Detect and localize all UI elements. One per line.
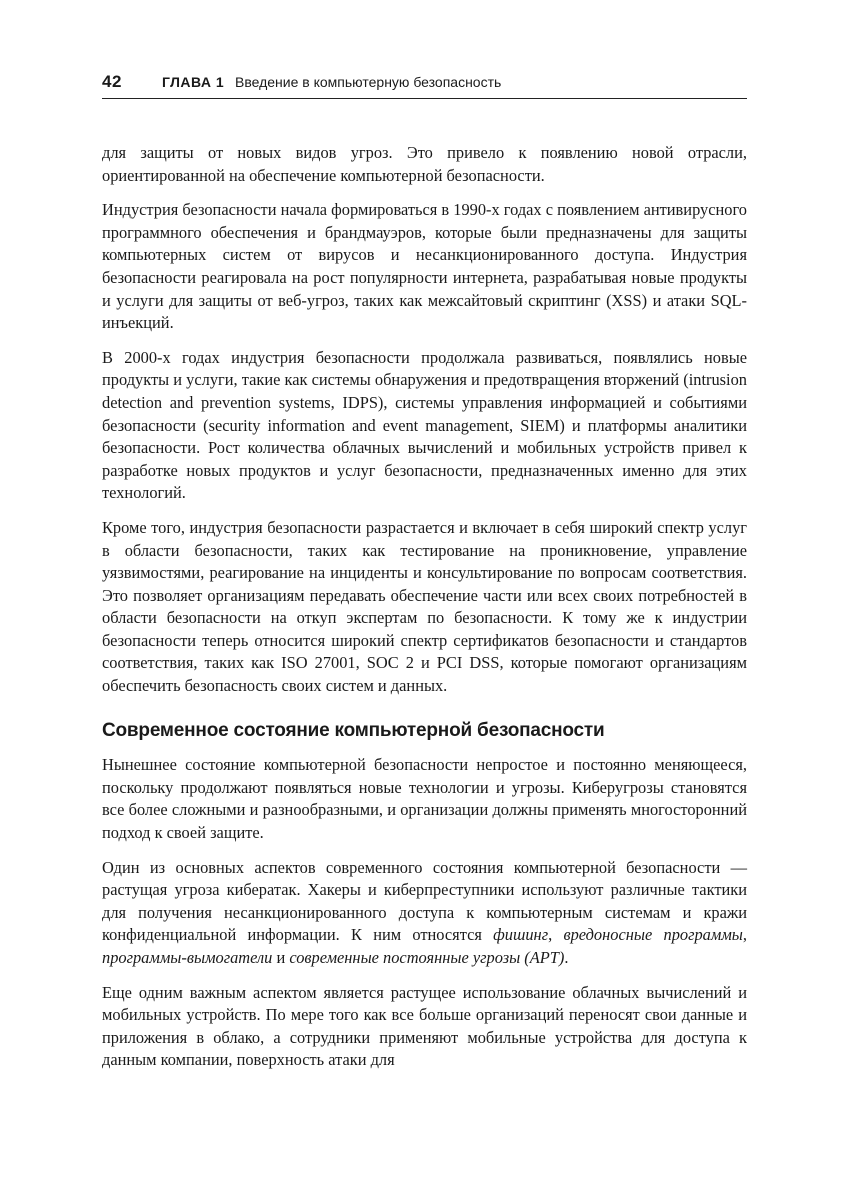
text-run: Один из основных аспектов современного состояния компьютерной безопасности — растущая угроза кибератак. Хакеры и киберпреступники используют различные тактики для получения несанкционированного доступа к компьютерным системам и кражи конфиденциальной информации. К ним относятся: [102, 857, 747, 945]
paragraph: В 2000-х годах индустрия безопасности продолжала развиваться, появлялись новые продукты и услуги, такие как системы обнаружения и предотвращения вторжений (intrusion detection and prevention systems, IDPS), системы управления информацией и событиями безопасности (security information and event management, SIEM) и платформы аналитики безопасности. Рост количества облачных вычислений и мобильных устройств привел к разработке новых продуктов и услуг безопасности, предназначенных именно для этих технологий.: [102, 347, 747, 503]
separator: ,: [548, 925, 564, 945]
chapter-label: ГЛАВА 1: [162, 74, 225, 90]
text-run: .: [564, 948, 569, 967]
term-phishing: фишинг: [493, 925, 549, 945]
separator: ,: [742, 925, 748, 945]
running-header: [102, 70, 747, 99]
term-apt: современные постоянные угрозы (APT): [289, 948, 565, 967]
term-ransomware: программы-вымогатели: [102, 948, 273, 967]
page-body: [102, 142, 747, 1084]
paragraph: Кроме того, индустрия безопасности разрастается и включает в себя широкий спектр услуг в области безопасности, таких как тестирование на проникновение, управление уязвимостями, реагирование на инциденты и консультирование по вопросам соответствия. Это позволяет организациям передавать обеспечение части или всех своих потребностей в области безопасности на откуп экспертам по безопасности. К тому же к индустрии безопасности теперь относится широкий спектр сертификатов безопасности и стандартов соответствия, таких как ISO 27001, SOC 2 и PCI DSS, которые помогают организациям обеспечить безопасность своих систем и данных.: [102, 517, 747, 696]
paragraph: для защиты от новых видов угроз. Это привело к появлению новой отрасли, ориентированной на обеспечение компьютерной безопасности.: [102, 143, 747, 185]
term-malware: вредоносные программы: [563, 925, 743, 945]
paragraph: Нынешнее состояние компьютерной безопасности непростое и постоянно меняющееся, поскольку продолжают появляться новые технологии и угрозы. Киберугрозы становятся все более сложными и разнообразными, и организации должны применять многосторонний подход к своей защите.: [102, 755, 747, 843]
separator: и: [272, 948, 290, 967]
paragraph: Индустрия безопасности начала формироваться в 1990-х годах с появлением антивирусного программного обеспечения и брандмауэров, которые были предназначены для защиты компьютерных систем от вирусов и несанкционированного доступа. Индустрия безопасности реагировала на рост популярности интернета, разрабатывая новые продукты и услуги для защиты от веб-угроз, таких как межсайтовый скриптинг (XSS) и атаки SQL-инъекций.: [102, 200, 747, 333]
section-heading: Современное состояние компьютерной безопасности: [102, 719, 605, 741]
chapter-title: Введение в компьютерную безопасность: [235, 74, 502, 90]
paragraph: [102, 857, 747, 970]
page-number: 42: [102, 72, 122, 91]
paragraph: Еще одним важным аспектом является растущее использование облачных вычислений и мобильных устройств. По мере того как все больше организаций переносят свои данные и приложения в облако, а сотрудники применяют мобильные устройства для доступа к данным компании, поверхность атаки для: [102, 982, 747, 1070]
